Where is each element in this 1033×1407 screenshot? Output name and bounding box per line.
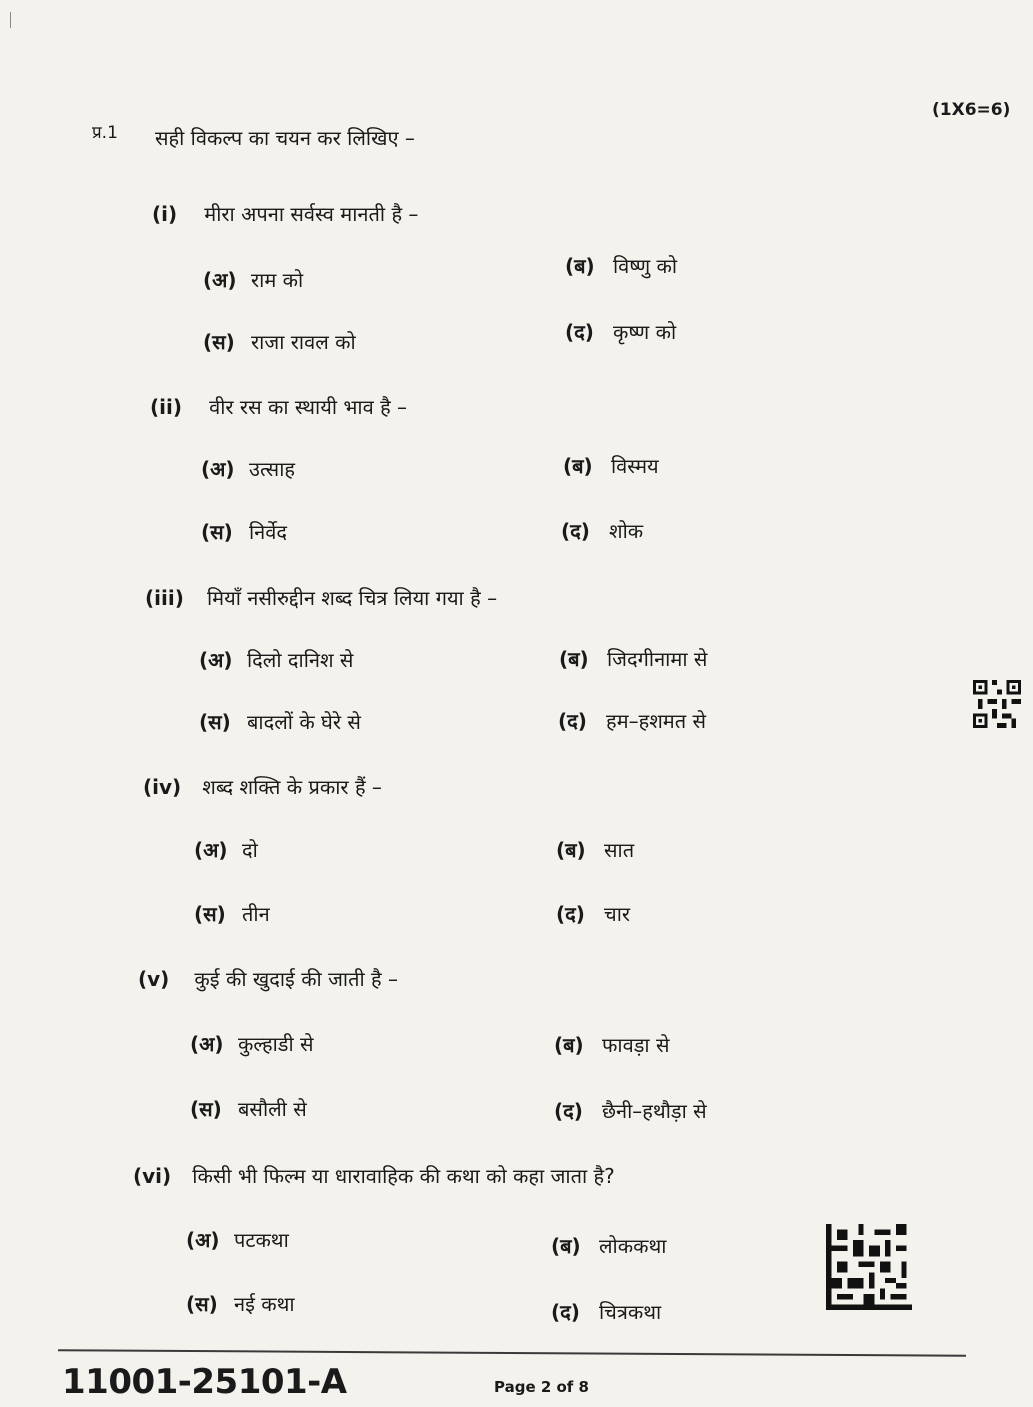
- option-text: फावड़ा से: [602, 1033, 670, 1057]
- option-text: कृष्ण को: [613, 320, 677, 344]
- option-d: [561, 517, 643, 544]
- option-key: (द): [565, 320, 594, 344]
- option-text: निर्वेद: [249, 520, 288, 544]
- option-b: [563, 452, 659, 479]
- option-key: (द): [554, 1099, 583, 1123]
- sub-question-4: [143, 773, 382, 800]
- option-text: विष्णु को: [613, 254, 678, 278]
- sub-question-3: [145, 584, 497, 611]
- sub-question-label: (iii): [145, 586, 184, 610]
- option-text: दिलो दानिश से: [247, 648, 354, 672]
- option-b: [551, 1232, 666, 1259]
- option-text: दो: [242, 838, 258, 862]
- sub-question-5: [138, 965, 398, 992]
- option-key: (अ): [203, 268, 237, 292]
- option-text: लोककथा: [599, 1234, 667, 1258]
- option-key: (स): [199, 710, 231, 734]
- option-key: (स): [201, 520, 233, 544]
- option-text: चित्रकथा: [599, 1300, 662, 1324]
- option-a: [203, 266, 303, 293]
- option-key: (ब): [565, 254, 595, 278]
- option-key: (द): [556, 902, 585, 926]
- sub-question-label: (iv): [143, 775, 182, 799]
- option-d: [551, 1298, 661, 1325]
- sub-question-text: शब्द शक्ति के प्रकार हैं –: [202, 775, 382, 799]
- data-matrix-code: [826, 1222, 912, 1312]
- question-number: प्र.1: [92, 123, 118, 143]
- paper-code: 11001-25101-A: [62, 1362, 347, 1402]
- option-key: (ब): [559, 647, 589, 671]
- option-a: [190, 1030, 314, 1057]
- option-text: राजा रावल को: [251, 330, 356, 354]
- qr-code: [972, 680, 1022, 728]
- option-key: (अ): [194, 838, 228, 862]
- option-d: [558, 707, 706, 734]
- option-text: चार: [604, 902, 631, 926]
- sub-question-label: (v): [138, 967, 170, 991]
- option-key: (ब): [563, 454, 593, 478]
- option-text: सात: [604, 838, 635, 862]
- option-text: बादलों के घेरे से: [247, 710, 361, 734]
- sub-question-2: [150, 393, 407, 420]
- sub-question-label: (ii): [150, 395, 182, 419]
- option-b: [554, 1031, 669, 1058]
- option-key: (स): [186, 1292, 218, 1316]
- option-c: [186, 1290, 295, 1317]
- option-key: (द): [551, 1300, 580, 1324]
- option-d: [565, 318, 676, 345]
- option-key: (द): [561, 519, 590, 543]
- option-a: [199, 646, 353, 673]
- option-text: शोक: [609, 519, 644, 543]
- scan-mark: [10, 12, 11, 28]
- sub-question-text: किसी भी फिल्म या धारावाहिक की कथा को कहा जाता है?: [192, 1164, 615, 1188]
- option-text: नई कथा: [234, 1292, 295, 1316]
- sub-question-1: [152, 200, 418, 227]
- sub-question-text: वीर रस का स्थायी भाव है –: [209, 395, 408, 419]
- option-c: [190, 1095, 307, 1122]
- option-key: (ब): [551, 1234, 581, 1258]
- sub-question-text: कुई की खुदाई की जाती है –: [194, 967, 399, 991]
- option-a: [186, 1226, 289, 1253]
- option-d: [556, 900, 630, 927]
- option-c: [199, 708, 361, 735]
- option-key: (स): [190, 1097, 222, 1121]
- option-key: (अ): [190, 1032, 224, 1056]
- option-text: जिदगीनामा से: [607, 647, 708, 671]
- option-text: बसौली से: [238, 1097, 307, 1121]
- option-d: [554, 1097, 707, 1124]
- option-key: (अ): [186, 1228, 220, 1252]
- option-b: [556, 836, 634, 863]
- option-key: (ब): [556, 838, 586, 862]
- option-a: [194, 836, 258, 863]
- option-key: (अ): [201, 457, 235, 481]
- page-number: Page 2 of 8: [494, 1378, 589, 1396]
- option-text: छैनी–हथौड़ा से: [602, 1099, 707, 1123]
- option-text: उत्साह: [249, 457, 295, 481]
- option-b: [565, 252, 677, 279]
- footer-rule: [58, 1349, 966, 1357]
- marks-label: (1X6=6): [932, 100, 1011, 120]
- option-a: [201, 455, 295, 482]
- sub-question-text: मीरा अपना सर्वस्व मानती है –: [204, 202, 419, 226]
- sub-question-6: [133, 1162, 615, 1189]
- sub-question-label: (vi): [133, 1164, 172, 1188]
- option-c: [203, 328, 356, 355]
- question-instruction: सही विकल्प का चयन कर लिखिए –: [155, 126, 415, 150]
- sub-question-text: मियाँ नसीरुद्दीन शब्द चित्र लिया गया है –: [206, 586, 498, 610]
- option-text: विस्मय: [611, 454, 659, 478]
- option-key: (स): [203, 330, 235, 354]
- option-text: राम को: [251, 268, 304, 292]
- option-text: तीन: [242, 902, 270, 926]
- sub-question-label: (i): [152, 202, 178, 226]
- option-text: हम–हशमत से: [606, 709, 707, 733]
- option-c: [201, 518, 287, 545]
- option-b: [559, 645, 707, 672]
- option-key: (द): [558, 709, 587, 733]
- option-key: (ब): [554, 1033, 584, 1057]
- option-c: [194, 900, 270, 927]
- option-text: पटकथा: [234, 1228, 289, 1252]
- option-key: (स): [194, 902, 226, 926]
- option-text: कुल्हाडी से: [238, 1032, 314, 1056]
- option-key: (अ): [199, 648, 233, 672]
